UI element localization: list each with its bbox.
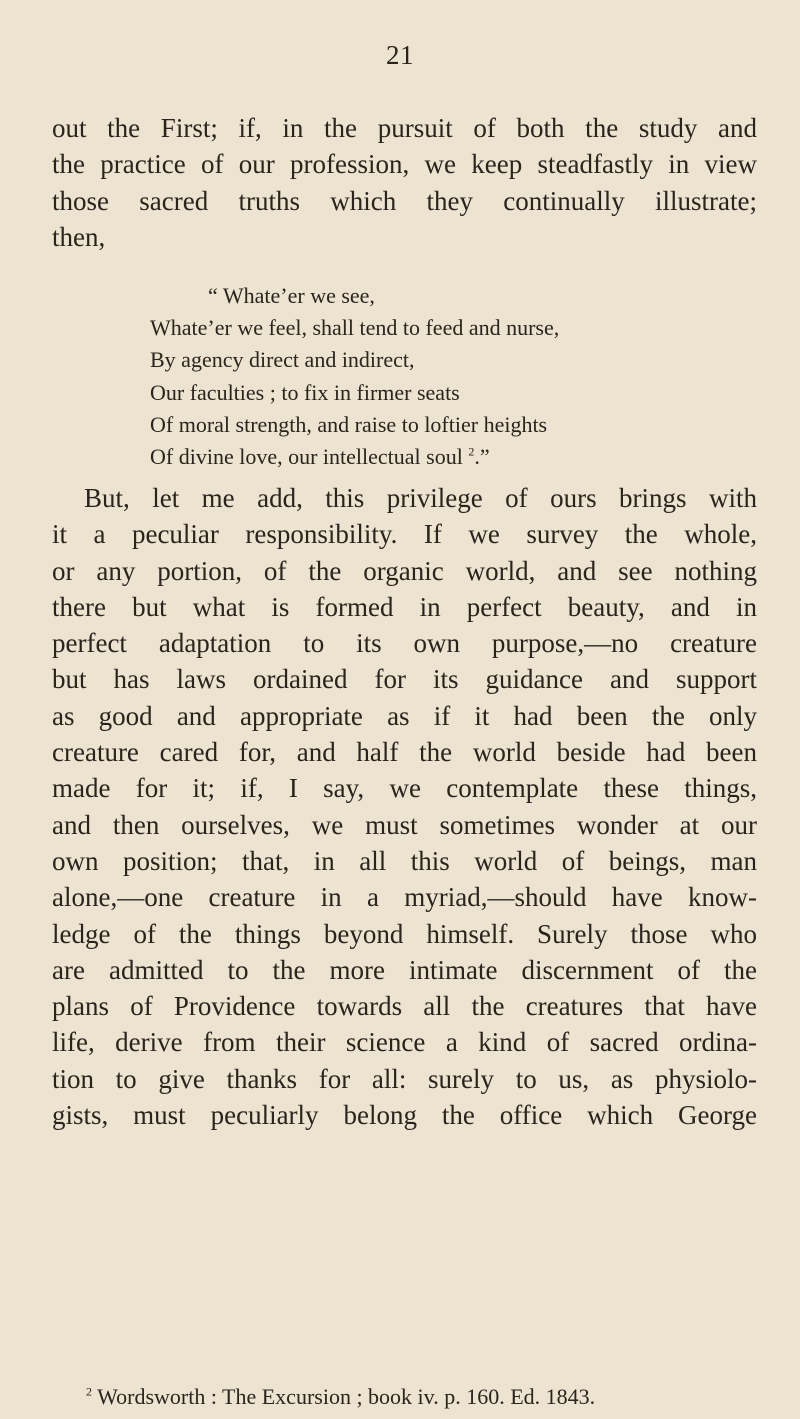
text-line: as good and appropriate as if it had been the only: [52, 700, 757, 731]
text-line: gists, must peculiarly belong the office which George: [52, 1100, 757, 1131]
text-line: or any portion, of the organic world, and see nothing: [52, 555, 757, 586]
footnote-text: Wordsworth : The Excursion ; book iv. p. 160. Ed. 1843.: [97, 1384, 596, 1409]
text-line: own position; that, in all this world of beings, man: [52, 845, 757, 876]
text-line: the practice of our profession, we keep steadfastly in view: [52, 149, 757, 180]
text-line: alone,—one creature in a myriad,—should have know-: [52, 882, 757, 913]
text-line: made for it; if, I say, we contemplate these things,: [52, 773, 757, 804]
page-number: 21: [386, 40, 414, 70]
text-line: out the First; if, in the pursuit of both the study and: [52, 113, 757, 143]
quote-closing: .”: [474, 444, 490, 470]
paragraph-main: [52, 480, 757, 1133]
text-line: life, derive from their science a kind of sacred ordina-: [52, 1027, 757, 1058]
verse-line-text: Of divine love, our intellectual soul: [150, 444, 463, 470]
verse-quotation: [150, 280, 559, 473]
verse-line: Whate’er we feel, shall tend to feed and nurse,: [150, 315, 560, 341]
verse-line: Our faculties ; to fix in firmer seats: [150, 379, 460, 405]
verse-line: By agency direct and indirect,: [150, 347, 415, 373]
text-line: then,: [52, 221, 106, 252]
verse-line: “ Whate’er we see,: [208, 283, 375, 308]
text-line: plans of Providence towards all the creatures that have: [52, 991, 757, 1022]
text-line: and then ourselves, we must sometimes wonder at our: [52, 809, 757, 840]
text-line: there but what is formed in perfect beauty, and in: [52, 591, 757, 622]
text-line: creature cared for, and half the world beside had been: [52, 737, 757, 768]
text-line: but has laws ordained for its guidance and support: [52, 664, 757, 695]
footnote-marker: 2: [86, 1384, 92, 1399]
footnote: [86, 1383, 595, 1411]
text-line: those sacred truths which they continually illustrate;: [52, 185, 757, 216]
paragraph-continuation: [52, 110, 757, 255]
footnote-reference: 2: [468, 444, 475, 459]
verse-line: Of moral strength, and raise to loftier heights: [150, 411, 548, 437]
text-line: ledge of the things beyond himself. Surely those who: [52, 918, 757, 949]
text-line: tion to give thanks for all: surely to us, as physiolo-: [52, 1063, 757, 1094]
verse-line-last: [150, 441, 559, 473]
text-line: it a peculiar responsibility. If we survey the whole,: [52, 519, 757, 550]
text-line: are admitted to the more intimate discernment of the: [52, 954, 757, 985]
text-line: But, let me add, this privilege of ours brings with: [84, 483, 757, 513]
text-line: perfect adaptation to its own purpose,—no creature: [52, 628, 757, 659]
